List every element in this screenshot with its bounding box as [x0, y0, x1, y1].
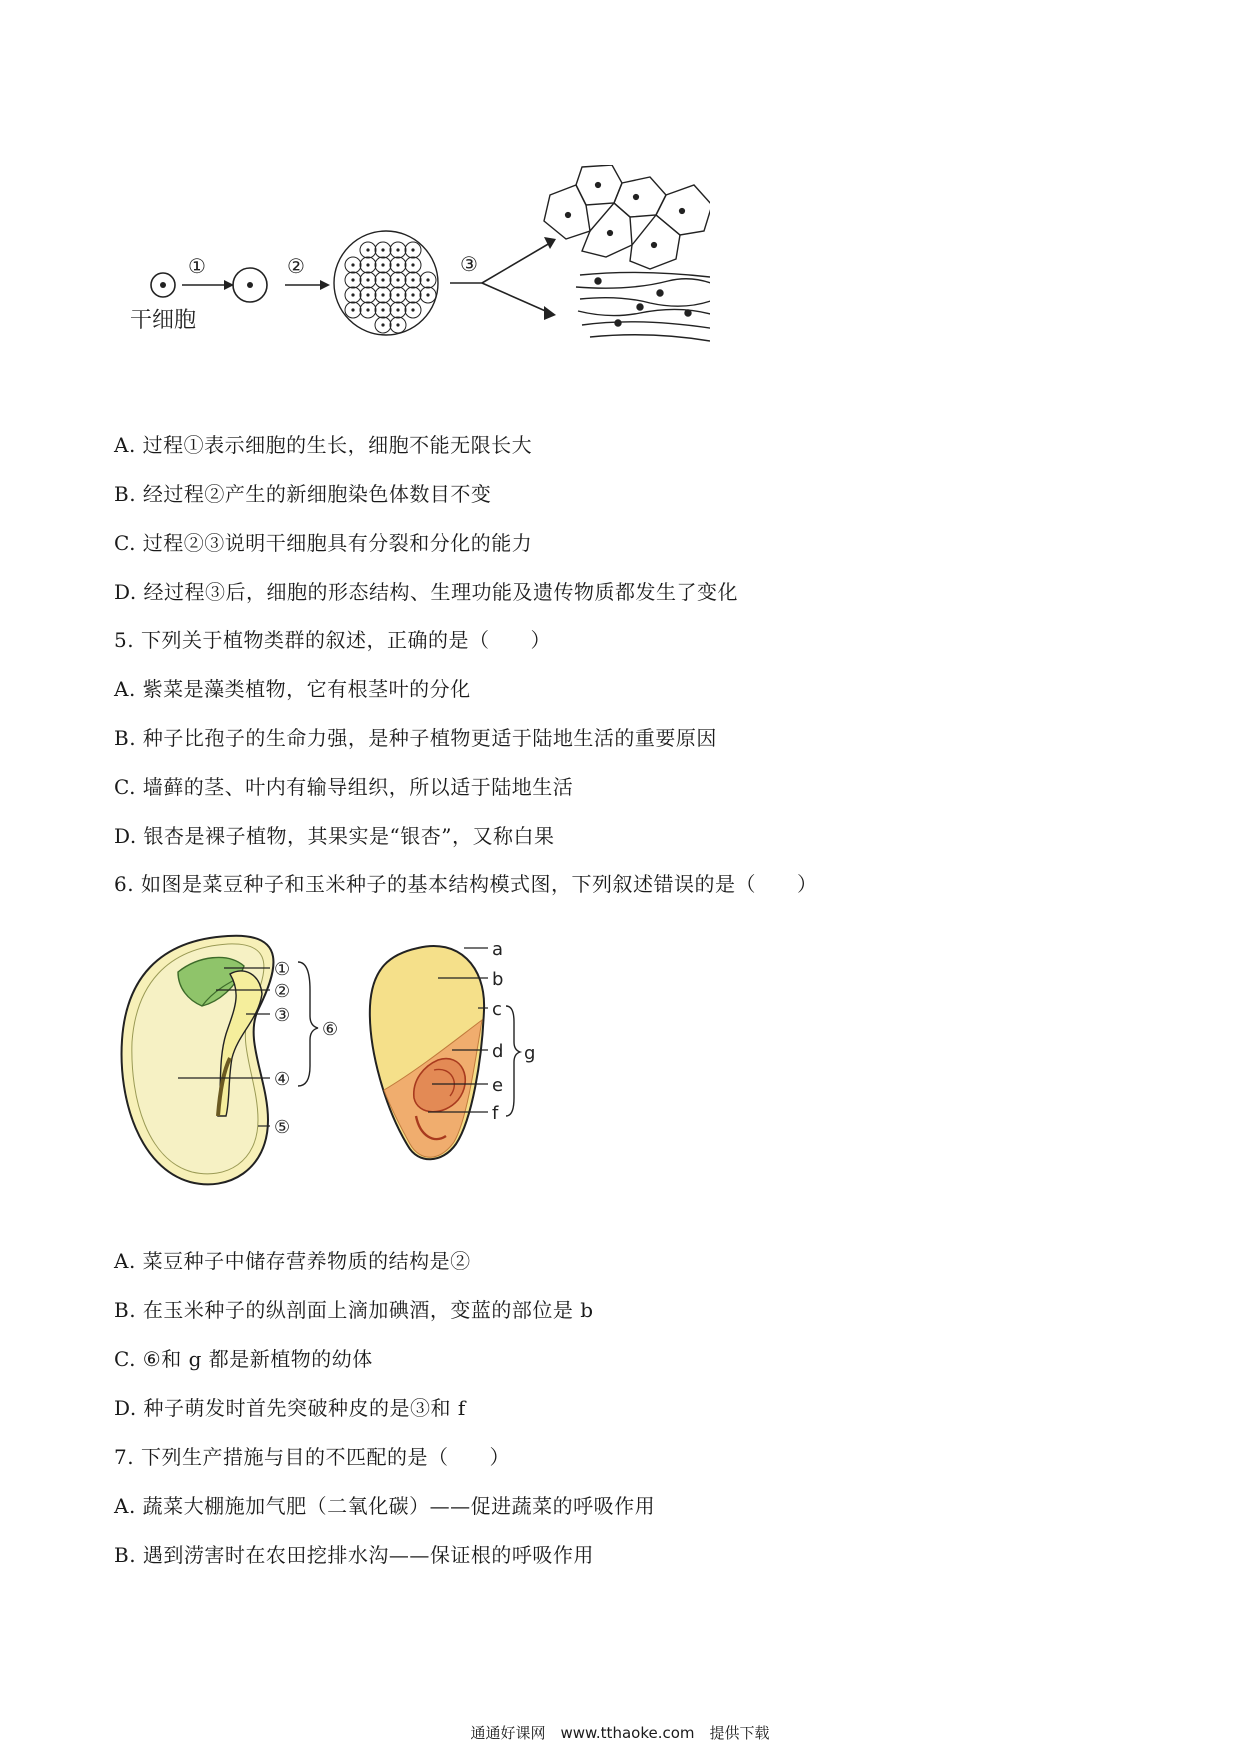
q5-option-c: C. 墙藓的茎、叶内有输导组织，所以适于陆地生活	[114, 775, 574, 799]
corn-label-d: d	[492, 1041, 504, 1062]
step-3-label: ③	[460, 252, 478, 276]
corn-label-e: e	[492, 1075, 504, 1096]
corn-label-c: c	[492, 999, 502, 1020]
step-2-label: ②	[287, 254, 305, 278]
q4-option-d: D. 经过程③后，细胞的形态结构、生理功能及遗传物质都发生了变化	[114, 580, 739, 604]
q7-option-b: B. 遇到涝害时在农田挖排水沟——保证根的呼吸作用	[114, 1543, 594, 1567]
q5-stem: 5. 下列关于植物类群的叙述，正确的是（ ）	[114, 628, 551, 652]
polygonal-cells	[544, 165, 710, 269]
bean-label-2: ②	[274, 981, 291, 1002]
bean-label-6: ⑥	[322, 1019, 339, 1040]
q7-option-a: A. 蔬菜大棚施加气肥（二氧化碳）——促进蔬菜的呼吸作用	[114, 1494, 656, 1518]
q5-option-d: D. 银杏是裸子植物，其果实是“银杏”，又称白果	[114, 824, 555, 848]
step-1-label: ①	[188, 254, 206, 278]
grown-cell	[233, 268, 267, 302]
q5-option-a: A. 紫菜是藻类植物，它有根茎叶的分化	[114, 677, 471, 701]
stem-cell-diagram	[120, 165, 710, 345]
q6-option-b: B. 在玉米种子的纵剖面上滴加碘酒，变蓝的部位是 b	[114, 1298, 594, 1322]
bean-label-3: ③	[274, 1005, 291, 1026]
stem-cell	[151, 273, 175, 297]
q4-option-a: A. 过程①表示细胞的生长，细胞不能无限长大	[114, 433, 533, 457]
corn-label-g: g	[524, 1043, 536, 1064]
q6-option-c: C. ⑥和 g 都是新植物的幼体	[114, 1347, 373, 1371]
q6-option-d: D. 种子萌发时首先突破种皮的是③和 f	[114, 1396, 466, 1420]
seed-structure-diagram	[118, 930, 618, 1190]
corn-label-a: a	[492, 939, 504, 960]
elongated-cells	[576, 272, 710, 341]
bean-label-1: ①	[274, 959, 291, 980]
q6-option-a: A. 菜豆种子中储存营养物质的结构是②	[114, 1249, 471, 1273]
bean-label-4: ④	[274, 1069, 291, 1090]
corn-label-f: f	[492, 1103, 499, 1124]
q5-option-b: B. 种子比孢子的生命力强，是种子植物更适于陆地生活的重要原因	[114, 726, 717, 750]
q4-option-b: B. 经过程②产生的新细胞染色体数目不变	[114, 482, 492, 506]
stem-cell-label: 干细胞	[130, 308, 197, 333]
bean-label-5: ⑤	[274, 1117, 291, 1138]
page-footer: 通通好课网 www.tthaoke.com 提供下载	[470, 1724, 770, 1742]
cell-cluster	[334, 231, 438, 335]
bean-seed	[122, 936, 274, 1185]
q6-stem: 6. 如图是菜豆种子和玉米种子的基本结构模式图，下列叙述错误的是（ ）	[114, 872, 818, 896]
q7-stem: 7. 下列生产措施与目的不匹配的是（ ）	[114, 1445, 510, 1469]
corn-label-b: b	[492, 969, 504, 990]
q4-option-c: C. 过程②③说明干细胞具有分裂和分化的能力	[114, 531, 533, 555]
